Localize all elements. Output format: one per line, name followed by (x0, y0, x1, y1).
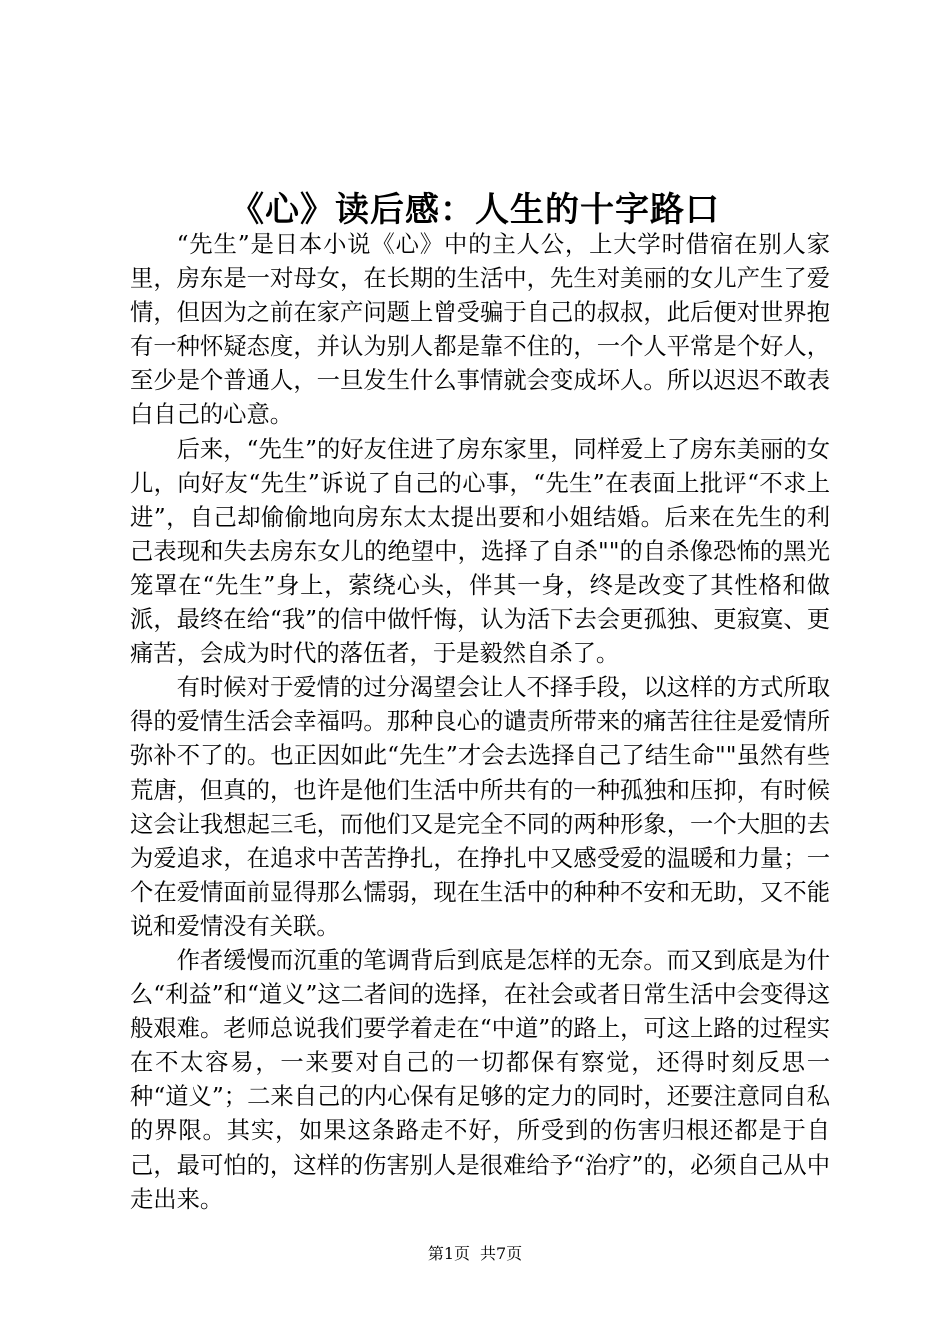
page-footer (0, 1242, 950, 1266)
page-number: 第1页 (427, 1244, 470, 1263)
paragraph-1: “先生”是日本小说《心》中的主人公，上大学时借宿在别人家里，房东是一对母女，在长期的生活中，先生对美丽的女儿产生了爱情，但因为之前在家产问题上曾受骗于自己的叔叔，此后便对世界抱有一种怀疑态度，并认为别人都是靠不住的，一个人平常是个好人，至少是个普通人，一旦发生什么事情就会变成坏人。所以迟迟不敢表白自己的心意。 (130, 231, 830, 429)
paragraph-4: 作者缓慢而沉重的笔调背后到底是怎样的无奈。而又到底是为什么“利益”和“道义”这二者间的选择，在社会或者日常生活中会变得这般艰难。老师总说我们要学着走在“中道”的路上，可这上路的过程实在不太容易，一来要对自己的一切都保有察觉，还得时刻反思一种“道义”；二来自己的内心保有足够的定力的同时，还要注意同自私的界限。其实，如果这条路走不好，所受到的伤害归根还都是于自己，最可怕的，这样的伤害别人是很难给予“治疗”的，必须自己从中走出来。 (130, 946, 830, 1213)
page-count: 共7页 (480, 1244, 523, 1263)
paragraph-2: 后来，“先生”的好友住进了房东家里，同样爱上了房东美丽的女儿，向好友“先生”诉说了自己的心事，“先生”在表面上批评“不求上进”，自己却偷偷地向房东太太提出要和小姐结婚。后来在先生的利己表现和失去房东女儿的绝望中，选择了自杀""的自杀像恐怖的黑光笼罩在“先生”身上，萦绕心头，伴其一身，终是改变了其性格和做派，最终在给“我”的信中做忏悔，认为活下去会更孤独、更寂寞、更痛苦，会成为时代的落伍者，于是毅然自杀了。 (130, 435, 830, 668)
paragraph-3: 有时候对于爱情的过分渴望会让人不择手段，以这样的方式所取得的爱情生活会幸福吗。那种良心的谴责所带来的痛苦往往是爱情所弥补不了的。也正因如此“先生”才会去选择自己了结生命""虽然有些荒唐，但真的，也许是他们生活中所共有的一种孤独和压抑，有时候这会让我想起三毛，而他们又是完全不同的两种形象，一个大胆的去为爱追求，在追求中苦苦挣扎，在挣扎中又感受爱的温暖和力量；一个在爱情面前显得那么懦弱，现在生活中的种种不安和无助，又不能说和爱情没有关联。 (130, 674, 830, 940)
document-body (130, 228, 830, 1217)
document-title: 《心》读后感：人生的十字路口 (230, 190, 720, 230)
